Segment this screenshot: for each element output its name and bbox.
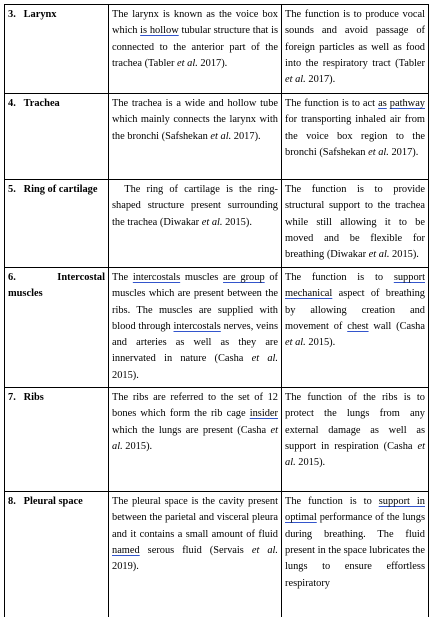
structure-name: Ring of cartilage <box>23 184 98 195</box>
table-row <box>5 492 429 617</box>
structure-name: Intercostal muscles <box>8 272 105 300</box>
description-cell: The ring of cartilage is the ring-shaped structure present surrounding the trachea (Diwakar et al. 2015). <box>109 180 282 268</box>
structure-name-cell <box>5 94 109 180</box>
grammar-underline: optimal <box>285 512 317 524</box>
table-row <box>5 94 429 180</box>
row-number: 7. <box>8 392 16 404</box>
function-cell: The function is to support mechanical aspect of breathing by allowing creation and movement of chest wall (Casha et al. 2015). <box>282 268 429 388</box>
function-cell: The function is to support in optimal performance of the lungs during breathing. The fluid present in the space lubricates the lungs to ensure effortless respiratory <box>282 492 429 617</box>
structure-name: Pleural space <box>23 496 83 508</box>
grammar-underline: named <box>112 544 140 556</box>
table-row <box>5 268 429 388</box>
structure-name-cell <box>5 268 109 388</box>
structure-name-cell <box>5 492 109 617</box>
grammar-underline: intercostals <box>132 272 181 283</box>
description-cell: The pleural space is the cavity present between the parietal and visceral pleura and it contains a small amount of fluid named serous fluid (Servais et al. 2019). <box>109 492 282 617</box>
grammar-underline: is hollow <box>140 25 179 37</box>
grammar-underline: support <box>393 272 425 283</box>
structure-name-cell <box>5 180 109 268</box>
table-row <box>5 180 429 268</box>
structure-name-cell <box>5 5 109 94</box>
row-number: 8. <box>8 496 16 508</box>
grammar-underline: chest <box>347 320 369 332</box>
grammar-underline: intercostals <box>173 320 221 332</box>
structure-name: Trachea <box>23 98 60 109</box>
grammar-underline: as <box>378 98 387 109</box>
row-number: 5. <box>8 184 16 195</box>
grammar-underline: insider <box>249 408 278 420</box>
structure-name: Larynx <box>23 9 57 20</box>
row-number: 3. <box>8 9 16 20</box>
table-row <box>5 388 429 492</box>
grammar-underline: mechanical <box>285 288 333 300</box>
grammar-underline: pathway <box>389 98 425 109</box>
function-cell: The function is to provide structural support to the trachea while still allowing it to be moved and be flexible for breathing (Diwakar et al. 2015). <box>282 180 429 268</box>
function-cell: The function of the ribs is to protect the lungs from any external damage as well as support in respiration (Casha et al. 2015). <box>282 388 429 492</box>
structure-name: Ribs <box>23 392 44 404</box>
grammar-underline: are group <box>223 272 265 283</box>
structure-name-cell <box>5 388 109 492</box>
respiratory-structures-table <box>4 4 429 617</box>
table-row <box>5 5 429 94</box>
function-cell: The function is to produce vocal sounds and avoid passage of foreign particles as well as food into the respiratory tract (Tabler et al. 2017). <box>282 5 429 94</box>
row-number: 6. <box>8 272 16 283</box>
function-cell: The function is to act as pathway for transporting inhaled air from the voice box region to the bronchi (Safshekan et al. 2017). <box>282 94 429 180</box>
grammar-underline: support in <box>378 496 425 508</box>
description-cell: The intercostals muscles are group of muscles which are present between the ribs. The muscles are supplied with blood through intercostals nerves, veins and arteries as well as they are innervated in nature (Casha et al. 2015). <box>109 268 282 388</box>
description-cell: The ribs are referred to the set of 12 bones which form the rib cage insider which the lungs are present (Casha et al. 2015). <box>109 388 282 492</box>
description-cell: The larynx is known as the voice box which is hollow tubular structure that is connected to the anterior part of the trachea (Tabler et al. 2017). <box>109 5 282 94</box>
description-cell: The trachea is a wide and hollow tube which mainly connects the larynx with the bronchi (Safshekan et al. 2017). <box>109 94 282 180</box>
row-number: 4. <box>8 98 16 109</box>
